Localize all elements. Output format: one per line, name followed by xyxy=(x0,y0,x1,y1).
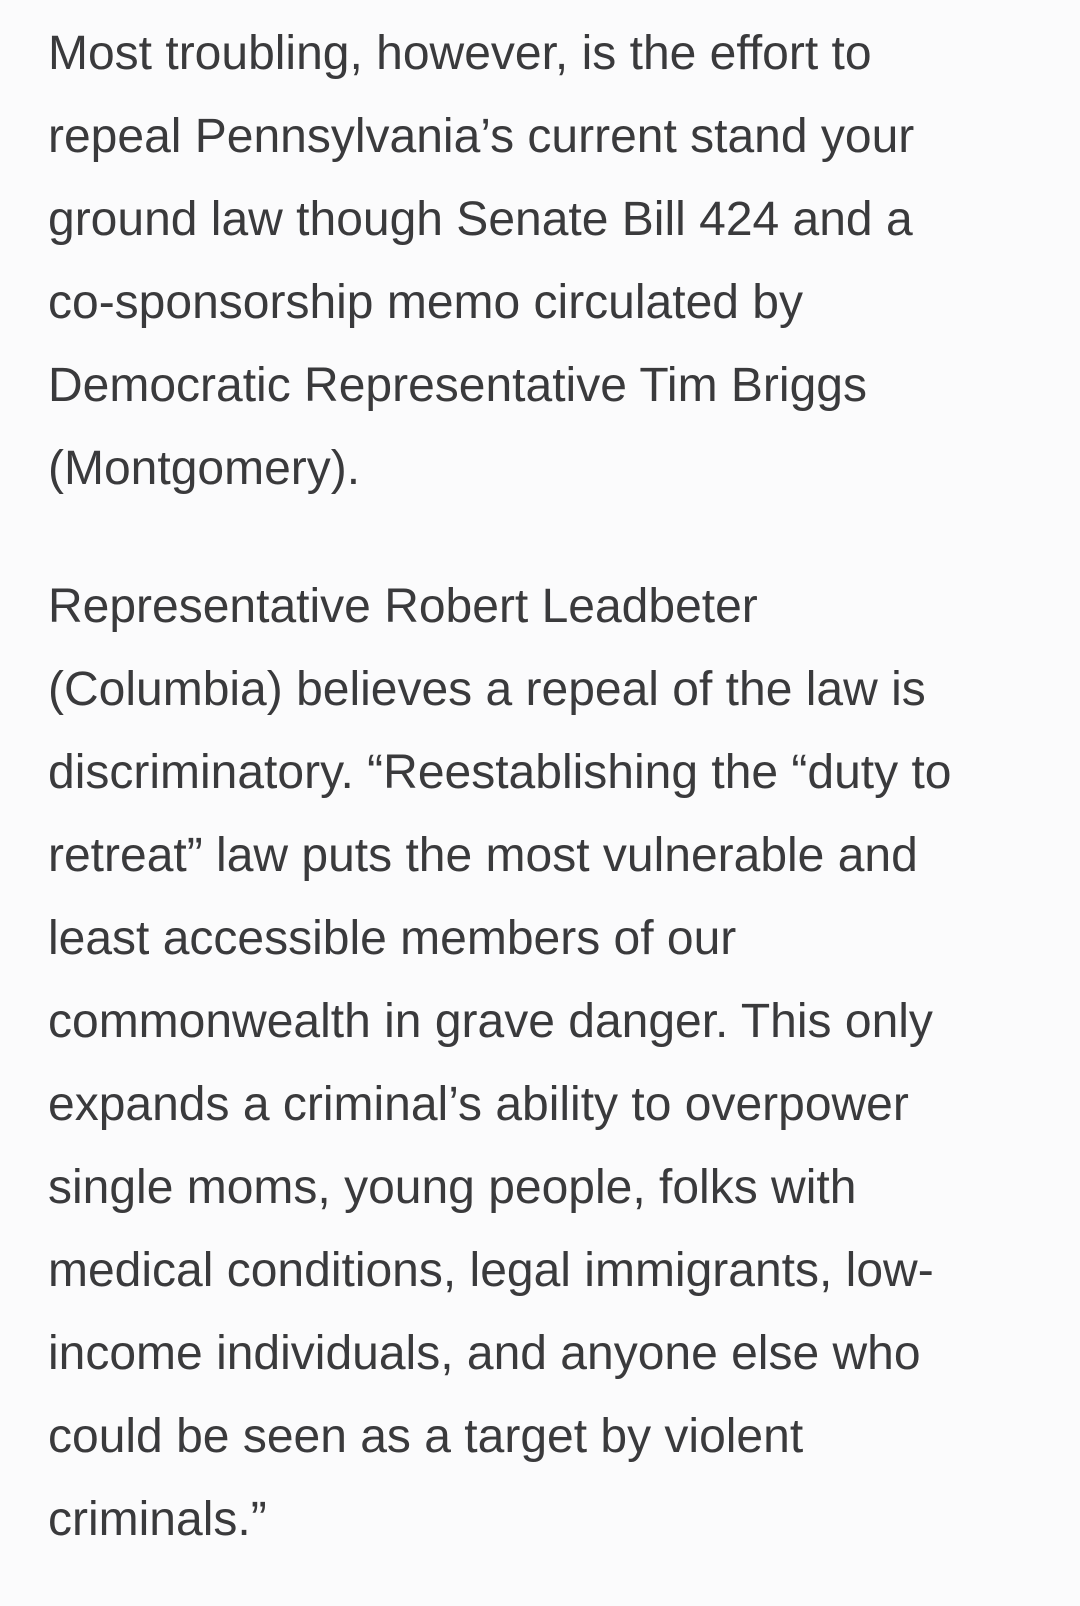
text-line: criminals.” xyxy=(48,1493,267,1546)
paragraph-spacing xyxy=(48,510,1048,565)
text-line: medical conditions, legal immigrants, low- xyxy=(48,1244,934,1297)
text-line: retreat” law puts the most vulnerable and xyxy=(48,829,918,882)
paragraph-2 xyxy=(48,565,1048,1561)
text-line: co-sponsorship memo circulated by xyxy=(48,276,803,329)
text-line: ground law though Senate Bill 424 and a xyxy=(48,193,913,246)
text-line: (Columbia) believes a repeal of the law is xyxy=(48,663,926,716)
text-line: Representative Robert Leadbeter xyxy=(48,580,758,633)
text-line: expands a criminal’s ability to overpower xyxy=(48,1078,909,1131)
text-line: commonwealth in grave danger. This only xyxy=(48,995,933,1048)
text-line: could be seen as a target by violent xyxy=(48,1410,804,1463)
text-line: Most troubling, however, is the effort to xyxy=(48,27,872,80)
text-line: repeal Pennsylvania’s current stand your xyxy=(48,110,915,163)
paragraph-1 xyxy=(48,12,1048,510)
text-line: single moms, young people, folks with xyxy=(48,1161,857,1214)
text-line: least accessible members of our xyxy=(48,912,737,965)
text-line: income individuals, and anyone else who xyxy=(48,1327,921,1380)
text-line: discriminatory. “Reestablishing the “duty to xyxy=(48,746,952,799)
text-line: (Montgomery). xyxy=(48,442,361,495)
article-body xyxy=(48,12,1048,1561)
text-line: Democratic Representative Tim Briggs xyxy=(48,359,867,412)
